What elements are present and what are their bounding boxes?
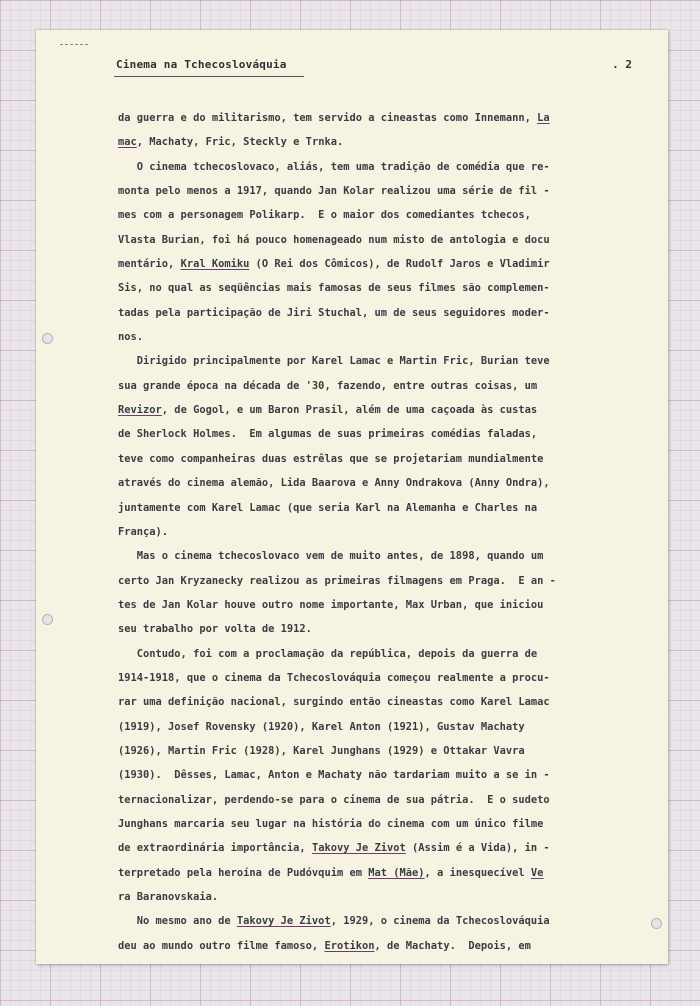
text-segment: através do cinema alemão, Lida Baarova e Anny Ondrakova (Anny Ondra),	[118, 477, 550, 490]
text-segment: (O Rei dos Cômicos), de Rudolf Jaros e Vladimir	[249, 258, 550, 271]
text-segment: (1919), Josef Rovensky (1920), Karel Anton (1921), Gustav Machaty	[118, 720, 525, 733]
underlined-title: La	[537, 112, 550, 124]
text-segment: ra Baranovskaia.	[118, 891, 219, 903]
underlined-title: Revizor	[118, 404, 162, 417]
text-line	[118, 836, 628, 860]
text-segment: de extraordinária importância,	[118, 842, 312, 855]
punch-hole	[42, 614, 53, 625]
text-line	[118, 715, 628, 739]
text-segment: tadas pela participação de Jiri Stuchal, um de seus seguidores moder-	[118, 306, 550, 319]
punch-hole	[42, 333, 53, 344]
text-segment: tes de Jan Kolar houve outro nome importante, Max Urban, que iniciou	[118, 598, 544, 611]
body-text	[118, 106, 628, 958]
title-underline	[114, 76, 304, 77]
text-line	[118, 520, 628, 544]
text-line	[118, 228, 628, 252]
text-segment: da guerra e do militarismo, tem servido a cineastas como Innemann,	[118, 112, 538, 124]
text-segment: Mas o cinema tchecoslovaco vem de muito antes, de 1898, quando um	[118, 550, 544, 563]
text-segment: mentário,	[118, 258, 181, 271]
text-segment: , a inesquecível	[424, 866, 531, 879]
text-segment: No mesmo ano de	[118, 915, 237, 928]
corner-mark	[60, 44, 88, 47]
text-line	[118, 374, 628, 398]
text-line	[118, 471, 628, 495]
text-segment: (Assim é a Vida), in -	[405, 842, 550, 855]
underlined-title: Erotikon	[324, 939, 375, 952]
text-line	[118, 276, 628, 300]
text-segment: de Sherlock Holmes. Em algumas de suas primeiras comédias faladas,	[118, 428, 538, 441]
underlined-title: Mat (Mãe)	[368, 866, 425, 879]
text-segment: 1914-1918, que o cinema da Tchecoslováquia começou realmente a procu-	[118, 671, 550, 684]
text-segment: Vlasta Burian, foi há pouco homenageado num misto de antologia e docu	[118, 233, 550, 246]
text-line	[118, 349, 628, 373]
text-line	[118, 569, 628, 593]
text-segment: , de Machaty. Depois, em	[374, 939, 531, 952]
text-segment: rar uma definição nacional, surgindo então cineastas como Karel Lamac	[118, 696, 550, 709]
text-line	[118, 593, 628, 617]
text-line	[118, 130, 628, 154]
text-line	[118, 763, 628, 787]
text-line	[118, 739, 628, 763]
text-line	[118, 252, 628, 276]
text-segment: , de Gogol, e um Baron Prasil, além de uma caçoada às custas	[161, 404, 538, 417]
text-segment: , Machaty, Fric, Steckly e Trnka.	[136, 136, 344, 149]
underlined-title: Takovy Je Zivot	[311, 842, 406, 855]
text-segment: Contudo, foi com a proclamação da república, depois da guerra de	[118, 647, 538, 660]
text-line	[118, 398, 628, 422]
text-segment: mes com a personagem Polikarp. E o maior dos comediantes tchecos,	[118, 209, 531, 222]
text-segment: , 1929, o cinema da Tchecoslováquia	[330, 915, 550, 928]
underlined-title: Takovy Je Zivot	[236, 915, 331, 928]
text-segment: teve como companheiras duas estrêlas que se projetariam mundialmente	[118, 452, 544, 465]
text-line	[118, 812, 628, 836]
text-line	[118, 325, 628, 349]
typewritten-page	[36, 30, 668, 964]
text-segment: França).	[118, 525, 169, 538]
text-segment: ternacionalizar, perdendo-se para o cinema de sua pátria. E o sudeto	[118, 793, 550, 806]
text-segment: seu trabalho por volta de 1912.	[118, 623, 312, 636]
text-line	[118, 301, 628, 325]
text-line	[118, 861, 628, 885]
text-segment: O cinema tchecoslovaco, aliás, tem uma tradição de comédia que re-	[118, 160, 550, 173]
text-segment: terpretado pela heroína de Pudóvquim em	[118, 866, 369, 879]
text-line	[118, 666, 628, 690]
punch-hole	[651, 918, 662, 929]
text-segment: (1930). Dêsses, Lamac, Anton e Machaty não tardariam muito a se in -	[118, 769, 550, 782]
text-line	[118, 617, 628, 641]
underlined-title: Ve	[530, 866, 544, 879]
text-line	[118, 934, 628, 958]
underlined-title: Kral Komiku	[180, 258, 250, 271]
text-line	[118, 642, 628, 666]
text-line	[118, 788, 628, 812]
text-segment: Sis, no qual as seqüências mais famosas de seus filmes são complemen-	[118, 282, 550, 295]
text-segment: juntamente com Karel Lamac (que seria Karl na Alemanha e Charles na	[118, 501, 538, 514]
text-segment: Junghans marcaria seu lugar na história do cinema com um único filme	[118, 817, 544, 830]
text-line	[118, 155, 628, 179]
page-title: Cinema na Tchecoslováquia	[116, 58, 287, 71]
underlined-title: mac	[118, 136, 137, 149]
text-line	[118, 909, 628, 933]
text-line	[118, 179, 628, 203]
text-line	[118, 422, 628, 446]
page-number: . 2	[612, 58, 632, 71]
text-line	[118, 203, 628, 227]
text-line	[118, 885, 628, 909]
text-segment: certo Jan Kryzanecky realizou as primeiras filmagens em Praga. E an -	[118, 574, 556, 587]
text-line	[118, 544, 628, 568]
text-line	[118, 496, 628, 520]
text-line	[118, 447, 628, 471]
text-segment: (1926), Martin Fric (1928), Karel Junghans (1929) e Ottakar Vavra	[118, 744, 525, 757]
text-segment: monta pelo menos a 1917, quando Jan Kolar realizou uma série de fil -	[118, 185, 550, 198]
text-segment: Dirigido principalmente por Karel Lamac e Martin Fric, Burian teve	[118, 355, 550, 368]
text-segment: nos.	[118, 331, 144, 344]
text-segment: sua grande época na década de '30, fazendo, entre outras coisas, um	[118, 379, 538, 392]
text-line	[118, 690, 628, 714]
text-line	[118, 106, 628, 130]
text-segment: deu ao mundo outro filme famoso,	[118, 939, 325, 952]
